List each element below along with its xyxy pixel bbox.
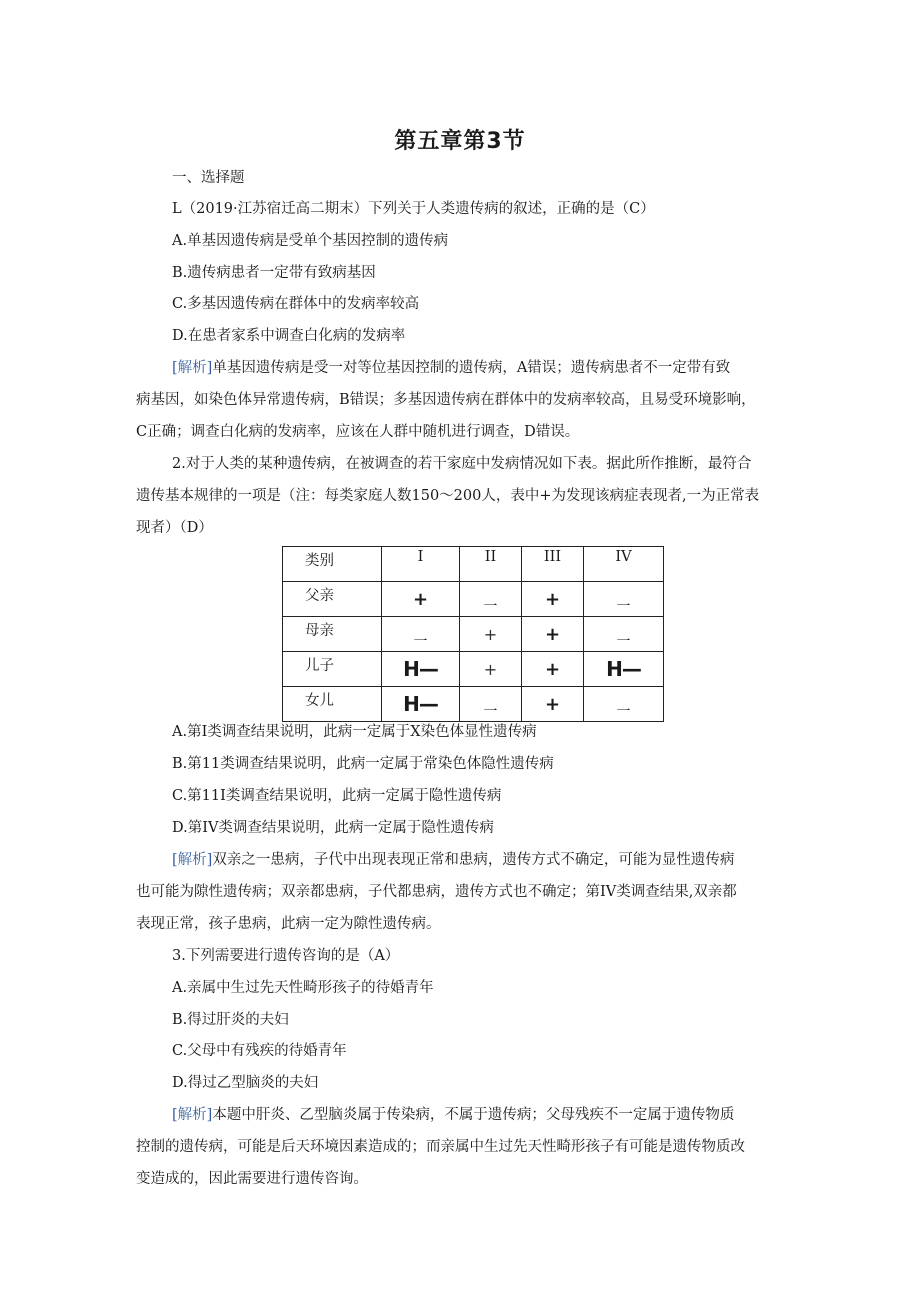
q1-option-c: C.多基因遗传病在群体中的发病率较高: [172, 296, 420, 312]
q2-stem-line-1: 2.对于人类的某种遗传病，在被调查的若干家庭中发病情况如下表。据此所作推断，最符合: [172, 456, 752, 472]
table-header-cell: IV: [584, 547, 664, 582]
q1-option-b: B.遗传病患者一定带有致病基因: [172, 265, 376, 281]
q2-option-d: D.第IV类调查结果说明，此病一定属于隐性遗传病: [172, 820, 494, 836]
table-cell: 一: [616, 599, 631, 615]
table-cell: H—: [403, 692, 438, 716]
q3-option-d: D.得过乙型脑炎的夫妇: [172, 1075, 319, 1091]
row-label: 母亲: [283, 617, 382, 652]
table-cell: 一: [483, 704, 498, 720]
q3-stem: 3.下列需要进行遗传咨询的是（A）: [172, 948, 400, 964]
q1-stem: L（2019·江苏宿迁高二期末）下列关于人类遗传病的叙述，正确的是（C）: [172, 201, 655, 217]
table-header-cell: II: [460, 547, 522, 582]
table-cell: +: [544, 693, 561, 715]
q2-analysis-line-2: 也可能为隙性遗传病；双亲都患病，子代都患病，遗传方式也不确定；第IV类调查结果,双亲都: [136, 884, 737, 900]
table-cell: 一: [413, 634, 428, 650]
table-header-row: [283, 547, 664, 582]
table-row: [283, 617, 664, 652]
table-row: [283, 582, 664, 617]
row-label: 父亲: [283, 582, 382, 617]
q2-option-a: A.第I类调查结果说明，此病一定属于X染色体显性遗传病: [172, 724, 537, 740]
q3-option-b: B.得过肝炎的夫妇: [172, 1012, 289, 1028]
analysis-tag: [解析]: [172, 360, 213, 376]
row-label: 儿子: [283, 652, 382, 687]
page-title: 第五章第3节: [394, 129, 526, 154]
table-row: [283, 687, 664, 722]
analysis-tag: [解析]: [172, 1107, 213, 1123]
section-heading: 一、选择题: [172, 170, 245, 186]
table-cell: H—: [403, 657, 438, 681]
q3-analysis-line-3: 变造成的，因此需要进行遗传咨询。: [136, 1171, 368, 1187]
q1-option-d: D.在患者家系中调查白化病的发病率: [172, 328, 406, 344]
table-cell: +: [544, 658, 561, 680]
q3-option-c: C.父母中有残疾的待婚青年: [172, 1043, 347, 1059]
analysis-tag: [解析]: [172, 852, 213, 868]
q3-analysis-line-2: 控制的遗传病，可能是后天环境因素造成的；而亲属中生过先天性畸形孩子有可能是遗传物质改: [136, 1139, 745, 1155]
q2-stem-line-3: 现者）（D）: [136, 520, 213, 536]
row-label: 女儿: [283, 687, 382, 722]
table-row: [283, 652, 664, 687]
q1-analysis-line-2: 病基因，如染色体异常遗传病，B错误；多基因遗传病在群体中的发病率较高，且易受环境影响，: [136, 392, 756, 408]
table-cell: 一: [616, 704, 631, 720]
q2-analysis-line-3: 表现正常，孩子患病，此病一定为隙性遗传病。: [136, 916, 441, 932]
table-header-cell: 类别: [283, 547, 382, 582]
table-cell: +: [483, 659, 498, 679]
table-cell: +: [544, 623, 561, 645]
table-cell: 一: [616, 634, 631, 650]
table-header-cell: I: [382, 547, 460, 582]
q2-analysis-line-1: [解析]双亲之一患病，子代中出现表现正常和患病，遗传方式不确定，可能为显性遗传病: [172, 852, 735, 868]
q2-stem-line-2: 遗传基本规律的一项是（注：每类家庭人数150～200人，表中+为发现该病症表现者,一为正常表: [136, 488, 760, 504]
table-cell: +: [412, 588, 429, 610]
q1-analysis-line-3: C正确；调查白化病的发病率，应该在人群中随机进行调查，D错误。: [136, 424, 580, 440]
q1-analysis-line-1: [解析]单基因遗传病是受一对等位基因控制的遗传病，A错误；遗传病患者不一定带有致: [172, 360, 731, 376]
q2-option-c: C.第11I类调查结果说明，此病一定属于隐性遗传病: [172, 788, 502, 804]
q3-option-a: A.亲属中生过先天性畸形孩子的待婚青年: [172, 980, 434, 996]
table-cell: +: [483, 624, 498, 644]
table-cell: H—: [606, 657, 641, 681]
q1-option-a: A.单基因遗传病是受单个基因控制的遗传病: [172, 233, 449, 249]
survey-table: [282, 546, 664, 722]
table-cell: 一: [483, 599, 498, 615]
q2-option-b: B.第11类调查结果说明，此病一定属于常染色体隐性遗传病: [172, 756, 554, 772]
table-cell: +: [544, 588, 561, 610]
table-header-cell: III: [522, 547, 584, 582]
q3-analysis-line-1: [解析]本题中肝炎、乙型脑炎属于传染病，不属于遗传病；父母残疾不一定属于遗传物质: [172, 1107, 735, 1123]
